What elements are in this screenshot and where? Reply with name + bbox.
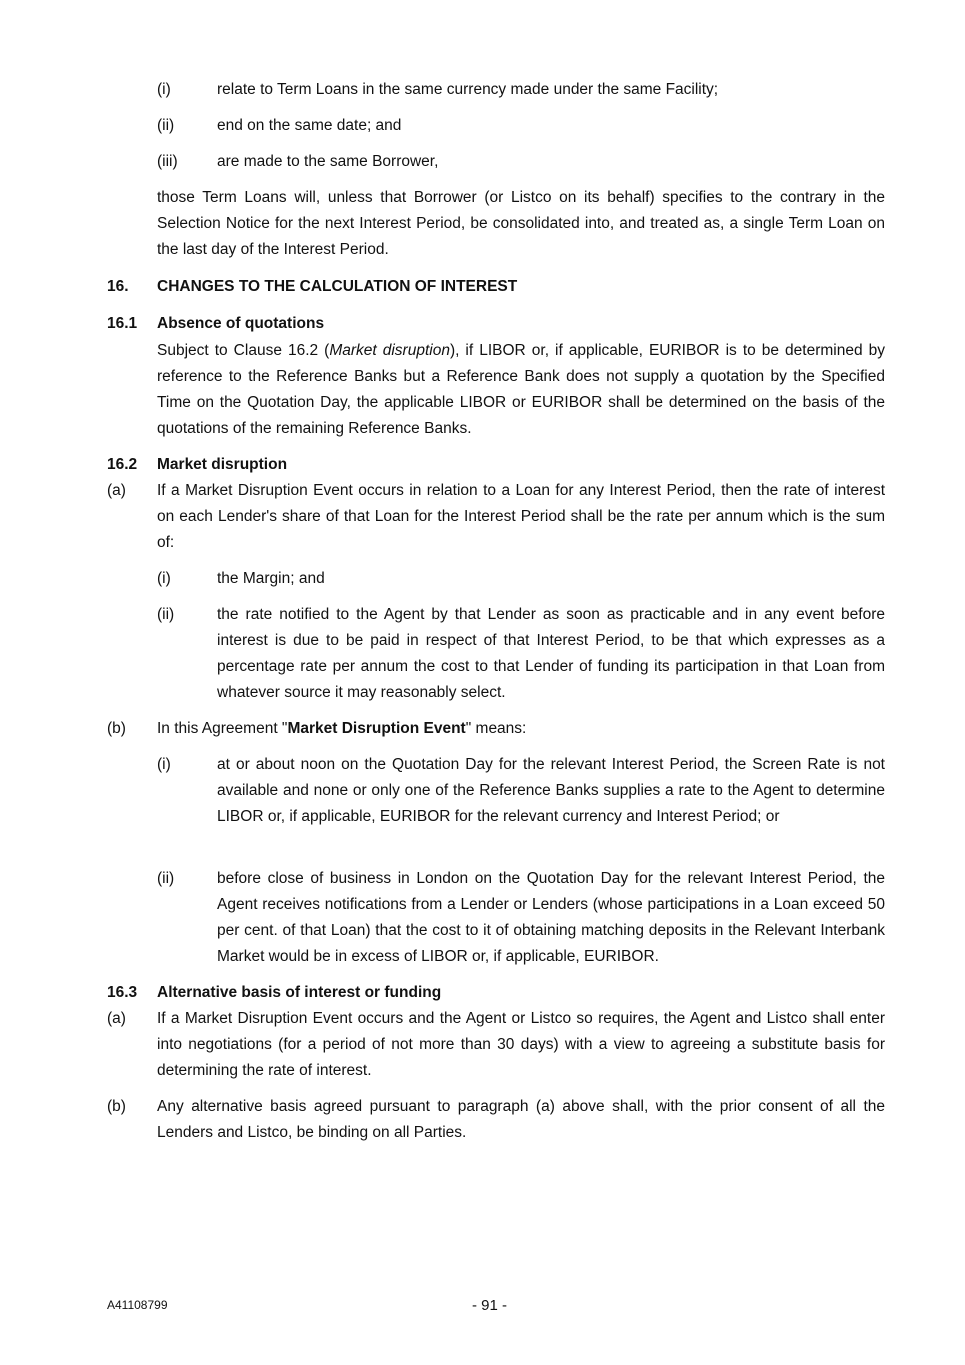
clause-16-1-text xyxy=(157,338,885,442)
clause-title: Absence of quotations xyxy=(157,315,325,332)
paragraph-label: (b) xyxy=(107,720,126,737)
paragraph-label: (a) xyxy=(107,482,126,499)
list-item-label: (ii) xyxy=(157,117,175,134)
document-id: A41108799 xyxy=(107,1298,168,1312)
subparagraph-text: the Margin; and xyxy=(217,570,325,587)
subparagraph-label: (i) xyxy=(157,756,171,773)
intro-paragraph: those Term Loans will, unless that Borrower (or Listco on its behalf) specifies to the contrary in the Selection Notice for the next Interest Period, be consolidated into, and treated as, a single Term Loan on the last day of the Interest Period. xyxy=(157,189,885,258)
text-run: In this Agreement " xyxy=(157,720,288,737)
list-item-text: relate to Term Loans in the same currency made under the same Facility; xyxy=(217,81,719,98)
clause-reference: Market disruption xyxy=(329,342,450,359)
paragraph-text: Any alternative basis agreed pursuant to paragraph (a) above shall, with the prior consent of all the Lenders and Listco, be binding on all Parties. xyxy=(157,1098,885,1141)
clause-number: 16.1 xyxy=(107,315,138,332)
subparagraph-label: (ii) xyxy=(157,606,175,623)
subparagraph-text: the rate notified to the Agent by that Lender as soon as practicable and in any event before interest is due to be paid in respect of that Interest Period, to be that which expresses as a percentage rate per annum the cost to that Lender of funding its participation in that Loan from whatever source it may reasonably select. xyxy=(217,606,885,701)
text-run: " means: xyxy=(465,720,527,737)
clause-number: 16.3 xyxy=(107,984,138,1001)
defined-term: Market Disruption Event xyxy=(287,720,466,737)
paragraph-label: (a) xyxy=(107,1010,126,1027)
section-number: 16. xyxy=(107,278,129,295)
clause-number: 16.2 xyxy=(107,456,138,473)
text-run: Subject to Clause 16.2 ( xyxy=(157,342,330,359)
subparagraph-text: at or about noon on the Quotation Day for the relevant Interest Period, the Screen Rate is not available and none or only one of the Reference Banks supplies a rate to the Agent to determine LIBOR or, if applicable, EURIBOR for the relevant currency and Interest Period; or xyxy=(217,756,885,825)
paragraph-text: If a Market Disruption Event occurs and the Agent or Listco so requires, the Agent and Listco shall enter into negotiations (for a period of not more than 30 days) with a view to agreeing a substitute basis for determining the rate of interest. xyxy=(157,1010,885,1079)
list-item-label: (iii) xyxy=(157,153,178,170)
list-item-label: (i) xyxy=(157,81,171,98)
paragraph-label: (b) xyxy=(107,1098,126,1115)
clause-title: Alternative basis of interest or funding xyxy=(157,984,442,1001)
page-number: - 91 - xyxy=(472,1297,508,1314)
list-item-text: end on the same date; and xyxy=(217,117,402,134)
section-title: CHANGES TO THE CALCULATION OF INTEREST xyxy=(157,278,518,295)
subparagraph-label: (ii) xyxy=(157,870,175,887)
list-item-text: are made to the same Borrower, xyxy=(217,153,439,170)
paragraph-text xyxy=(157,716,526,742)
subparagraph-label: (i) xyxy=(157,570,171,587)
subparagraph-text: before close of business in London on the Quotation Day for the relevant Interest Period, the Agent receives notifications from a Lender or Lenders (whose participations in a Loan exceed 50 per cent. of that Loan) that the cost to it of obtaining matching deposits in the Relevant Interbank Market would be in excess of LIBOR or, if applicable, EURIBOR. xyxy=(217,870,885,965)
paragraph-text: If a Market Disruption Event occurs in relation to a Loan for any Interest Period, then the rate of interest on each Lender's share of that Loan for the Interest Period shall be the rate per annum which is the sum of: xyxy=(157,482,885,551)
text-run: ), if LIBOR or, if applicable, EURIBOR is to be determined by reference to the Reference Banks but a Reference Bank does not supply a quotation by the Specified Time on the Quotation Day, the applicable LIBOR or EURIBOR shall be determined on the basis of the quotations of the remaining Reference Banks. xyxy=(157,342,885,437)
clause-title: Market disruption xyxy=(157,456,288,473)
